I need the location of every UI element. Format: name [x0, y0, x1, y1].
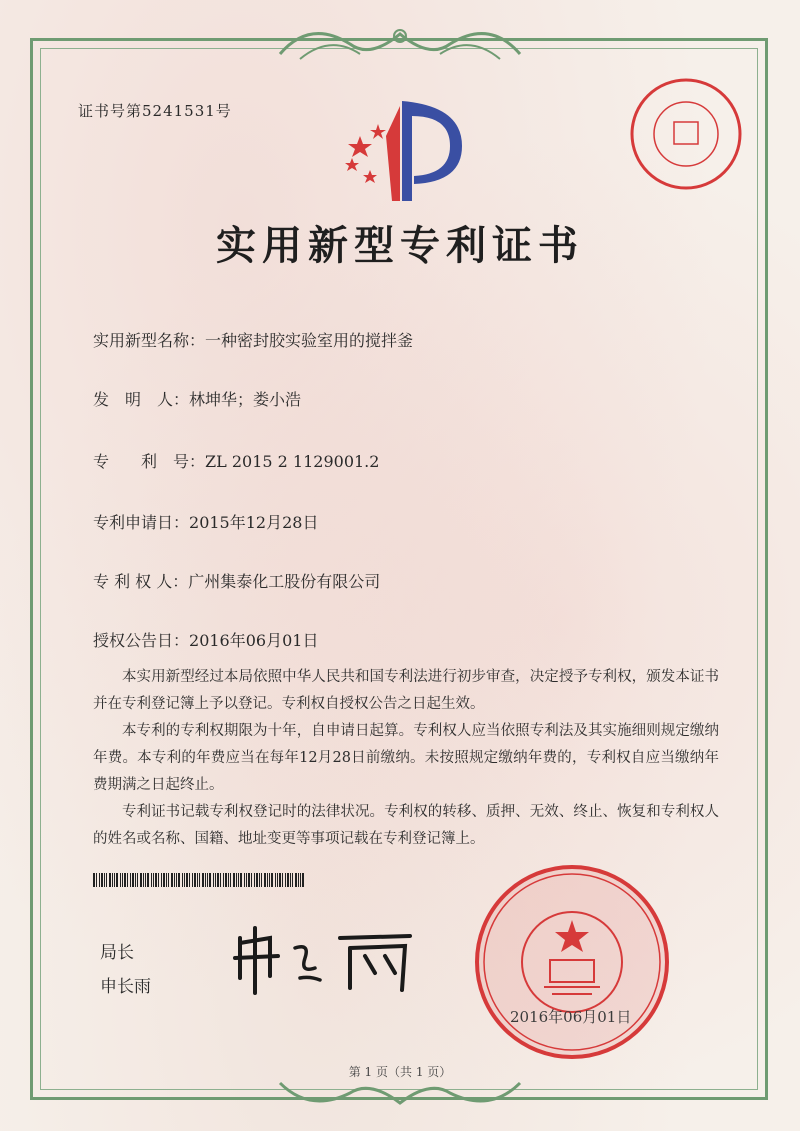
- barcode-bar: [259, 873, 260, 887]
- director-signature-icon: [230, 918, 430, 998]
- barcode-bar: [112, 873, 113, 887]
- barcode-bar: [290, 873, 291, 887]
- barcode-bar: [230, 873, 231, 887]
- barcode-bar: [267, 873, 268, 887]
- barcode-icon: [93, 873, 305, 887]
- barcode-bar: [277, 873, 278, 887]
- barcode-bar: [166, 873, 167, 887]
- inventor-value: 林坤华；娄小浩: [189, 390, 302, 409]
- barcode-bar: [251, 873, 252, 887]
- barcode-bar: [114, 873, 115, 887]
- barcode-bar: [279, 873, 281, 887]
- barcode-bar: [145, 873, 146, 887]
- barcode-bar: [116, 873, 118, 887]
- cnipa-logo-icon: [330, 96, 470, 206]
- barcode-bar: [215, 873, 216, 887]
- barcode-bar: [163, 873, 165, 887]
- barcode-bar: [143, 873, 144, 887]
- barcode-bar: [202, 873, 204, 887]
- seal-date: 2016年06月01日: [510, 1008, 632, 1026]
- barcode-bar: [104, 873, 105, 887]
- barcode-bar: [287, 873, 289, 887]
- barcode-bar: [199, 873, 200, 887]
- model-name-field: [93, 328, 413, 351]
- barcode-bar: [282, 873, 283, 887]
- barcode-bar: [271, 873, 273, 887]
- tax-stamp-icon: [626, 74, 746, 194]
- barcode-bar: [207, 873, 208, 887]
- patentee-field: [93, 569, 380, 592]
- barcode-bar: [225, 873, 227, 887]
- grant-date-value: 2016年06月01日: [189, 631, 319, 650]
- barcode-bar: [101, 873, 103, 887]
- barcode-bar: [178, 873, 180, 887]
- barcode-bar: [295, 873, 297, 887]
- barcode-bar: [132, 873, 134, 887]
- barcode-bar: [176, 873, 177, 887]
- barcode-bar: [256, 873, 258, 887]
- paragraph-legal-status: 专利证书记载专利权登记时的法律状况。专利权的转移、质押、无效、终止、恢复和专利权人的姓名或名称、国籍、地址变更等事项记载在专利登记簿上。: [93, 804, 719, 847]
- barcode-bar: [155, 873, 157, 887]
- barcode-bar: [135, 873, 136, 887]
- barcode-bar: [122, 873, 123, 887]
- barcode-bar: [302, 873, 304, 887]
- barcode-bar: [99, 873, 100, 887]
- barcode-bar: [120, 873, 121, 887]
- barcode-bar: [168, 873, 169, 887]
- official-seal-icon: [472, 862, 672, 1062]
- patent-number-label: 专 利 号：: [93, 452, 206, 471]
- barcode-bar: [213, 873, 214, 887]
- barcode-bar: [298, 873, 299, 887]
- barcode-bar: [147, 873, 149, 887]
- barcode-bar: [261, 873, 262, 887]
- barcode-bar: [238, 873, 239, 887]
- patentee-value: 广州集泰化工股份有限公司: [188, 572, 381, 591]
- top-ornament-icon: [270, 14, 530, 74]
- barcode-bar: [153, 873, 154, 887]
- barcode-bar: [240, 873, 242, 887]
- filing-date-field: [93, 510, 318, 533]
- barcode-bar: [233, 873, 235, 887]
- barcode-bar: [127, 873, 128, 887]
- barcode-bar: [96, 873, 97, 887]
- barcode-bar: [182, 873, 183, 887]
- patent-number-value: ZL 2015 2 1129001.2: [205, 452, 380, 471]
- barcode-bar: [228, 873, 229, 887]
- page-number: 第 1 页（共 1 页）: [348, 1065, 452, 1079]
- barcode-bar: [194, 873, 196, 887]
- barcode-bar: [254, 873, 255, 887]
- barcode-bar: [130, 873, 131, 887]
- model-name-value: 一种密封胶实验室用的搅拌釜: [205, 331, 414, 350]
- barcode-bar: [269, 873, 270, 887]
- paragraph-term: 本专利的专利权期限为十年，自申请日起算。专利权人应当依照专利法及其实施细则规定缴纳年费。本专利的年费应当在每年12月28日前缴纳。未按照规定缴纳年费的，专利权自应当缴纳年费期满之日起终止。: [93, 723, 719, 793]
- barcode-bar: [93, 873, 95, 887]
- barcode-bar: [248, 873, 250, 887]
- barcode-bar: [186, 873, 188, 887]
- barcode-bar: [275, 873, 276, 887]
- model-name-label: 实用新型名称：: [93, 331, 206, 350]
- barcode-bar: [292, 873, 293, 887]
- barcode-bar: [209, 873, 211, 887]
- barcode-bar: [236, 873, 237, 887]
- barcode-bar: [300, 873, 301, 887]
- barcode-bar: [220, 873, 221, 887]
- barcode-bar: [285, 873, 286, 887]
- grant-date-field: [93, 628, 318, 651]
- barcode-bar: [174, 873, 175, 887]
- patentee-label: 专 利 权 人：: [93, 572, 189, 591]
- barcode-bar: [189, 873, 190, 887]
- barcode-bar: [140, 873, 142, 887]
- patent-number-field: [93, 449, 379, 472]
- barcode-bar: [217, 873, 219, 887]
- barcode-bar: [161, 873, 162, 887]
- barcode-bar: [151, 873, 152, 887]
- inventor-field: [93, 387, 301, 410]
- director-name: 申长雨: [100, 977, 151, 997]
- barcode-bar: [197, 873, 198, 887]
- barcode-bar: [205, 873, 206, 887]
- inventor-label: 发 明 人：: [93, 390, 190, 409]
- barcode-bar: [264, 873, 266, 887]
- director-title: 局长: [100, 943, 134, 963]
- barcode-bar: [106, 873, 107, 887]
- filing-date-value: 2015年12月28日: [189, 513, 319, 532]
- filing-date-label: 专利申请日：: [93, 513, 190, 532]
- barcode-bar: [192, 873, 193, 887]
- barcode-bar: [184, 873, 185, 887]
- barcode-bar: [158, 873, 159, 887]
- certificate-title: 实用新型专利证书: [216, 222, 584, 269]
- barcode-bar: [223, 873, 224, 887]
- barcode-bar: [244, 873, 245, 887]
- barcode-bar: [137, 873, 138, 887]
- barcode-bar: [124, 873, 126, 887]
- barcode-bar: [246, 873, 247, 887]
- certificate-number: 证书号第5241531号: [78, 102, 232, 120]
- grant-date-label: 授权公告日：: [93, 631, 190, 650]
- paragraph-grant: 本实用新型经过本局依照中华人民共和国专利法进行初步审查，决定授予专利权，颁发本证书并在专利登记簿上予以登记。专利权自授权公告之日起生效。: [93, 669, 719, 712]
- barcode-bar: [171, 873, 173, 887]
- barcode-bar: [109, 873, 111, 887]
